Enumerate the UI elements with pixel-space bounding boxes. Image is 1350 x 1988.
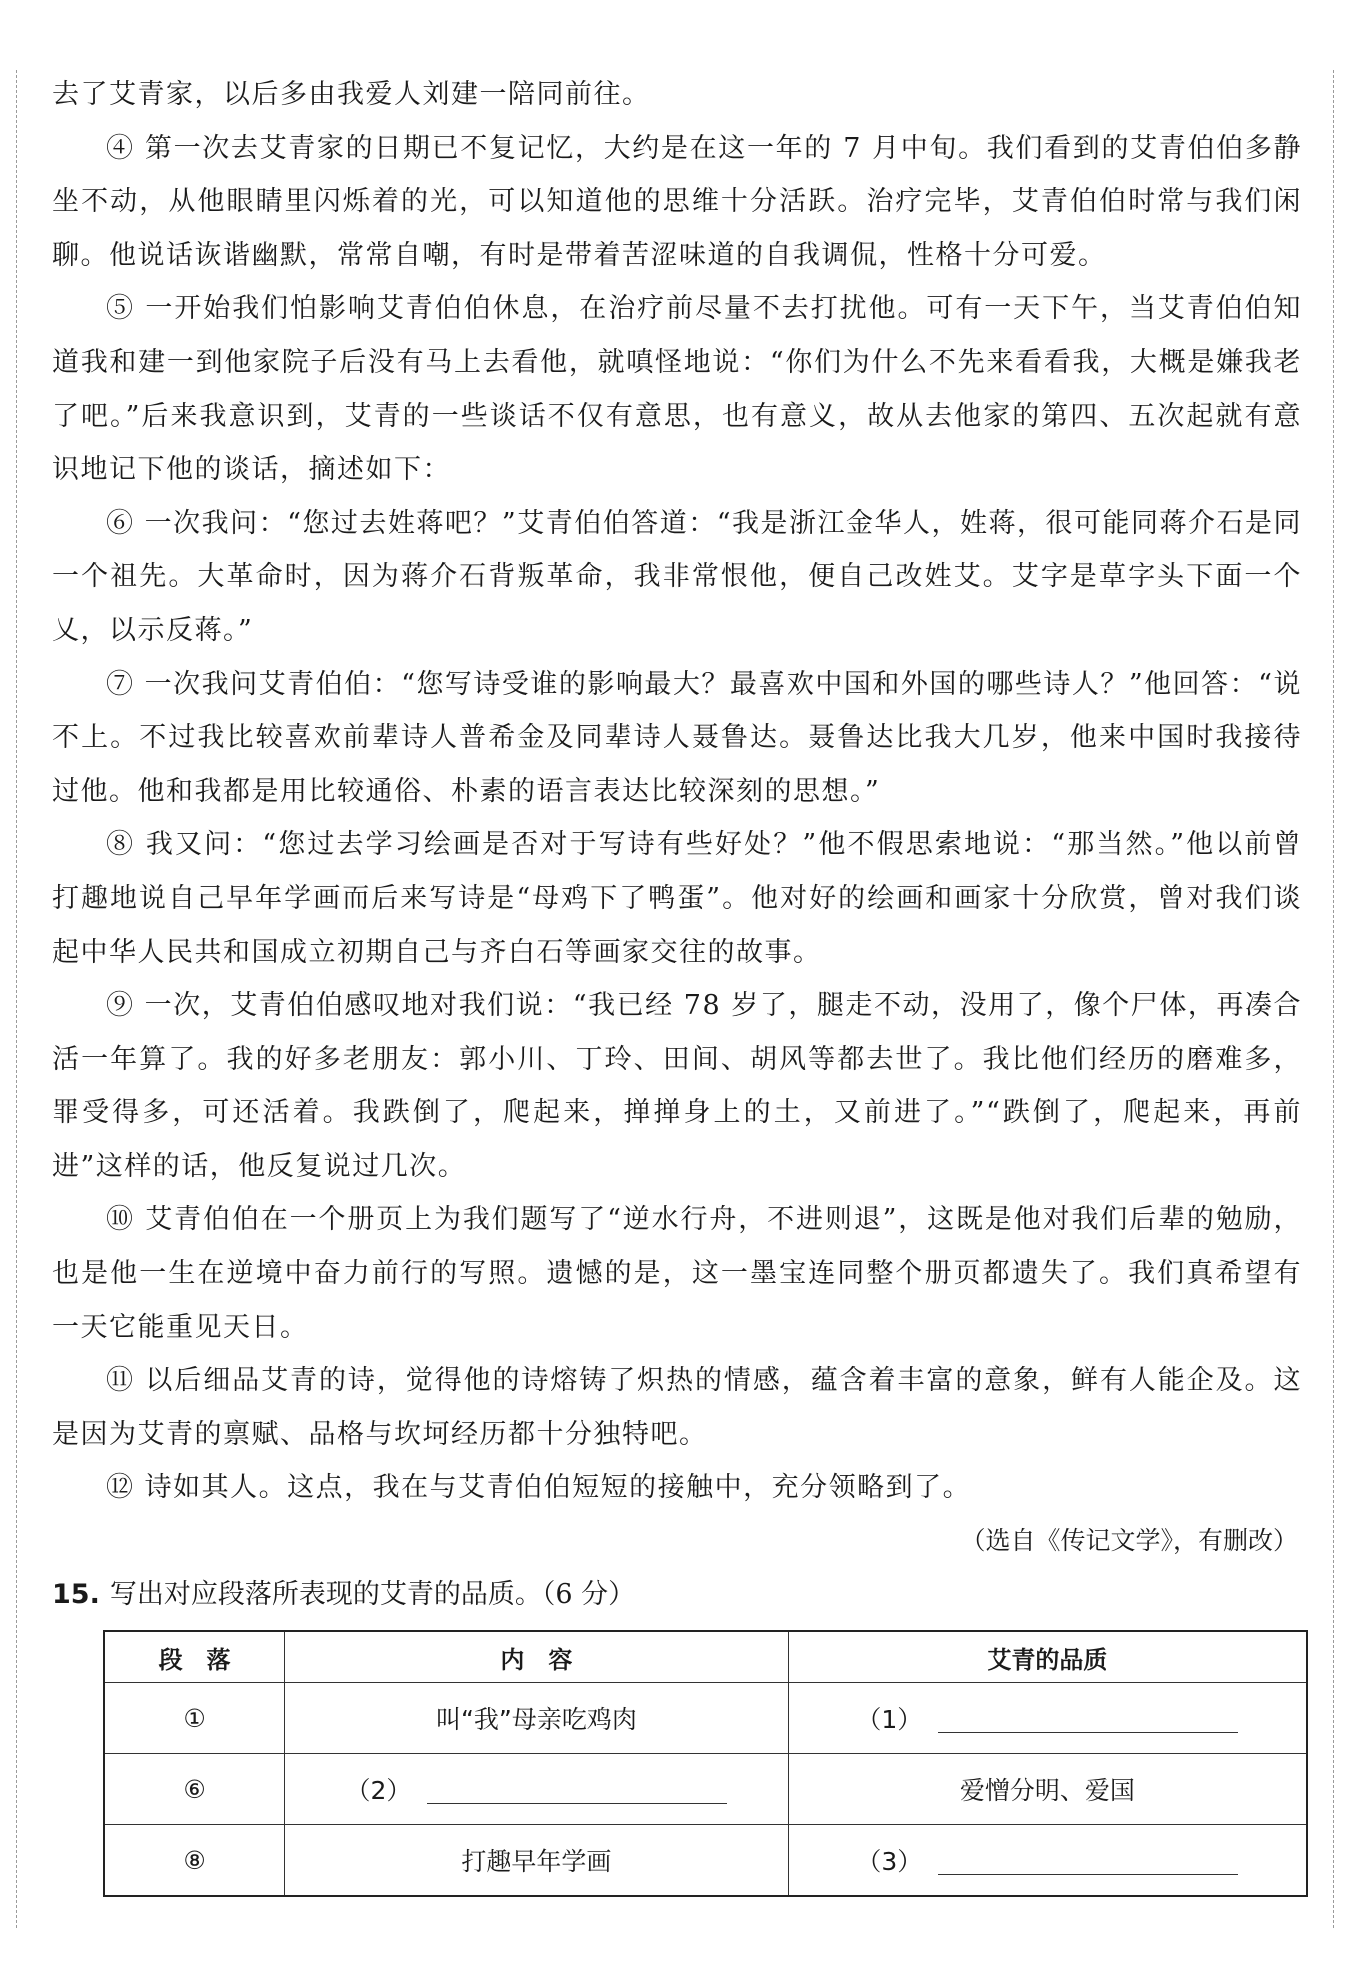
answer-table xyxy=(103,1630,1308,1897)
source-citation: （选自《传记文学》，有删改） xyxy=(960,1526,1298,1556)
left-margin-dashed-line xyxy=(16,70,17,1928)
header-content: 内 容 xyxy=(285,1631,789,1683)
answer-blank-3[interactable] xyxy=(856,1842,1238,1878)
paragraph-9: ⑨ 一次，艾青伯伯感叹地对我们说：“我已经 78 岁了，腿走不动，没用了，像个尸体，再凑合活一年算了。我的好多老朋友：郭小川、丁玲、田间、胡风等都去世了。我比他们经历的磨难多，罪受得多，可还活着。我跌倒了，爬起来，掸掸身上的土，又前进了。”“跌倒了，爬起来，再前进”这样的话，他反复说过几次。 xyxy=(52,990,1302,1182)
paragraph-11: ⑪ 以后细品艾青的诗，觉得他的诗熔铸了炽热的情感，蕴含着丰富的意象，鲜有人能企及。这是因为艾青的禀赋、品格与坎坷经历都十分独特吧。 xyxy=(52,1365,1302,1450)
row-content: 叫“我”母亲吃鸡肉 xyxy=(285,1683,789,1754)
answer-underline[interactable] xyxy=(427,1781,727,1804)
row-content-cell xyxy=(285,1754,789,1825)
blank-label: （1） xyxy=(856,1705,923,1734)
row-paragraph-number: ① xyxy=(104,1683,285,1754)
paragraph-4: ④ 第一次去艾青家的日期已不复记忆，大约是在这一年的 7 月中旬。我们看到的艾青伯伯多静坐不动，从他眼睛里闪烁着的光，可以知道他的思维十分活跃。治疗完毕，艾青伯伯时常与我们闲聊。他说话诙谐幽默，常常自嘲，有时是带着苦涩味道的自我调侃，性格十分可爱。 xyxy=(52,132,1302,271)
blank-label: （2） xyxy=(345,1776,412,1805)
header-quality: 艾青的品质 xyxy=(788,1631,1307,1683)
paragraph-10: ⑩ 艾青伯伯在一个册页上为我们题写了“逆水行舟，不进则退”，这既是他对我们后辈的勉励，也是他一生在逆境中奋力前行的写照。遗憾的是，这一墨宝连同整个册页都遗失了。我们真希望有一天它能重见天日。 xyxy=(52,1204,1302,1343)
answer-underline[interactable] xyxy=(938,1852,1238,1875)
row-content: 打趣早年学画 xyxy=(285,1825,789,1897)
question-15 xyxy=(52,1569,1302,1621)
answer-blank-2[interactable] xyxy=(345,1771,727,1807)
answer-underline[interactable] xyxy=(938,1710,1238,1733)
row-quality-cell xyxy=(788,1825,1307,1897)
paragraph-continuation: 去了艾青家，以后多由我爱人刘建一陪同前往。 xyxy=(52,79,651,110)
row-paragraph-number: ⑥ xyxy=(104,1754,285,1825)
question-text: 写出对应段落所表现的艾青的品质。（6 分） xyxy=(109,1579,636,1611)
row-quality-cell xyxy=(788,1683,1307,1754)
header-paragraph: 段 落 xyxy=(104,1631,285,1683)
paragraph-7: ⑦ 一次我问艾青伯伯：“您写诗受谁的影响最大？最喜欢中国和外国的哪些诗人？”他回答：“说不上。不过我比较喜欢前辈诗人普希金及同辈诗人聂鲁达。聂鲁达比我大几岁，他来中国时我接待过他。他和我都是用比较通俗、朴素的语言表达比较深刻的思想。” xyxy=(52,668,1302,807)
paragraph-6: ⑥ 一次我问：“您过去姓蒋吧？”艾青伯伯答道：“我是浙江金华人，姓蒋，很可能同蒋介石是同一个祖先。大革命时，因为蒋介石背叛革命，我非常恨他，便自己改姓艾。艾字是草字头下面一个乂，以示反蒋。” xyxy=(52,507,1302,646)
right-margin-dashed-line xyxy=(1333,70,1334,1928)
question-number: 15. xyxy=(52,1579,100,1611)
paragraph-12: ⑫ 诗如其人。这点，我在与艾青伯伯短短的接触中，充分领略到了。 xyxy=(106,1472,972,1504)
answer-blank-1[interactable] xyxy=(856,1700,1238,1736)
table-header-row xyxy=(104,1631,1307,1683)
row-paragraph-number: ⑧ xyxy=(104,1825,285,1897)
paragraph-8: ⑧ 我又问：“您过去学习绘画是否对于写诗有些好处？”他不假思索地说：“那当然。”他以前曾打趣地说自己早年学画而后来写诗是“母鸡下了鸭蛋”。他对好的绘画和画家十分欣赏，曾对我们谈起中华人民共和国成立初期自己与齐白石等画家交往的故事。 xyxy=(52,829,1302,968)
table-row xyxy=(104,1754,1307,1825)
paragraph-5: ⑤ 一开始我们怕影响艾青伯伯休息，在治疗前尽量不去打扰他。可有一天下午，当艾青伯伯知道我和建一到他家院子后没有马上去看他，就嗔怪地说：“你们为什么不先来看看我，大概是嫌我老了吧。”后来我意识到，艾青的一些谈话不仅有意思，也有意义，故从去他家的第四、五次起就有意识地记下他的谈话，摘述如下： xyxy=(52,293,1302,486)
table-row xyxy=(104,1825,1307,1897)
article-body xyxy=(52,68,1302,1621)
blank-label: （3） xyxy=(856,1847,923,1876)
table-row xyxy=(104,1683,1307,1754)
row-quality: 爱憎分明、爱国 xyxy=(788,1754,1307,1825)
